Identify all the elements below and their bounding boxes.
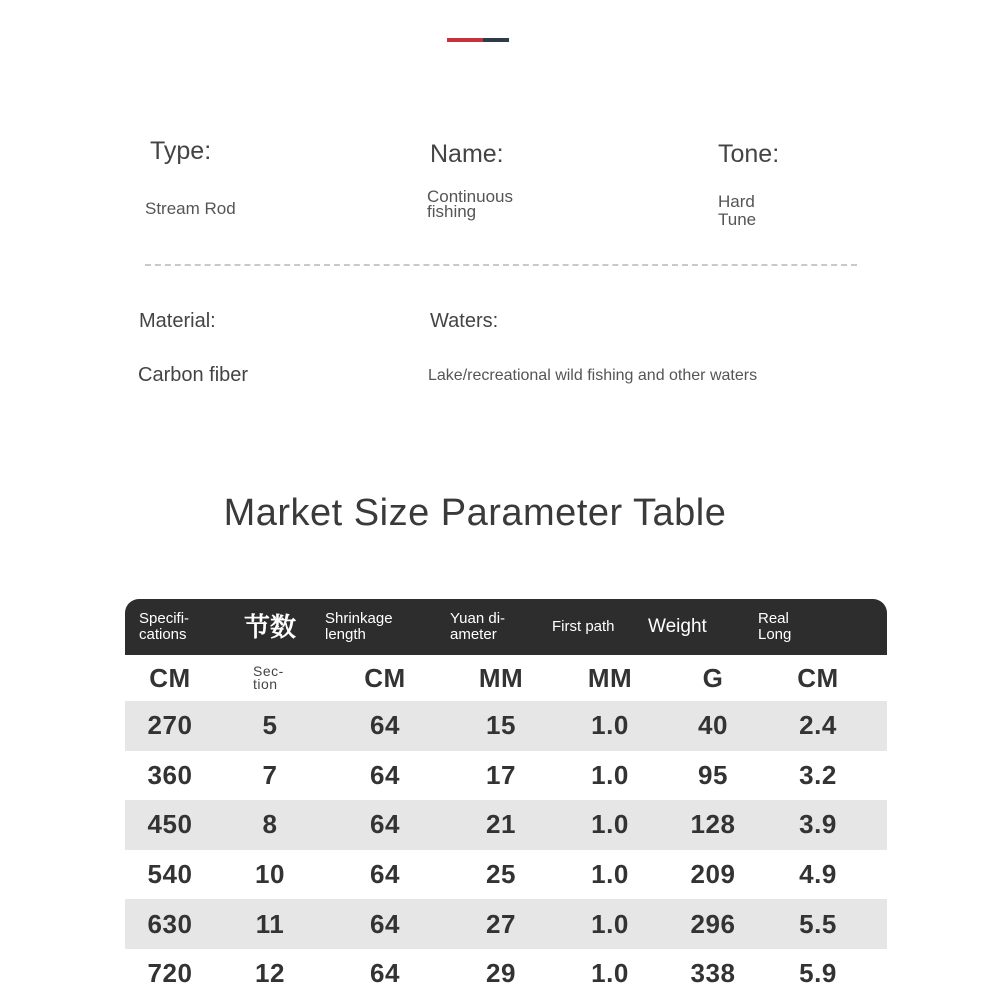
table-cell: 64 (370, 710, 400, 741)
table-cell: 3.9 (799, 809, 837, 840)
table-cell: 1.0 (591, 958, 629, 989)
header-sections: 节数 (243, 612, 296, 642)
table-cell: 1.0 (591, 759, 629, 790)
table-cell: 540 (147, 859, 193, 890)
table-row (125, 899, 887, 949)
table-cell: 17 (486, 759, 516, 790)
unit-cell: MM (587, 662, 633, 693)
table-header (125, 599, 887, 655)
table-cell: 1.0 (591, 809, 629, 840)
header-shrinkage-length: Shrinkage length (325, 610, 393, 643)
table-cell: 270 (147, 710, 193, 741)
table-cell: 360 (147, 759, 193, 790)
table-cell: 2.4 (799, 710, 837, 741)
table-cell: 720 (147, 958, 193, 989)
table-cell: 1.0 (591, 908, 629, 939)
accent-bar (447, 38, 509, 42)
table-cell: 10 (255, 859, 285, 890)
table-row (125, 850, 887, 900)
table-cell: 64 (370, 908, 400, 939)
table-cell: 5 (262, 710, 278, 741)
table-cell: 11 (255, 908, 285, 939)
table-cell: 7 (262, 759, 278, 790)
table-cell: 128 (690, 809, 736, 840)
header-specifications: Specifi- cations (139, 610, 190, 643)
unit-cell: CM (149, 662, 191, 693)
table-cell: 64 (370, 859, 400, 890)
table-title: Market Size Parameter Table (223, 492, 727, 534)
table-cell: 40 (698, 710, 728, 741)
table-row (125, 701, 887, 751)
header-yuan-diameter: Yuan di- ameter (450, 610, 506, 643)
table-row (125, 751, 887, 801)
waters-value: Lake/recreational wild fishing and other waters (428, 367, 758, 384)
table-cell: 15 (486, 710, 516, 741)
table-cell: 450 (147, 809, 193, 840)
name-value-line2: fishing (427, 202, 477, 221)
table-cell: 3.2 (799, 759, 837, 790)
table-cell: 95 (698, 759, 728, 790)
table-cell: 5.5 (799, 908, 837, 939)
table-cell: 21 (486, 809, 516, 840)
accent-bar-red (447, 38, 483, 42)
table-cell: 209 (690, 859, 736, 890)
dashed-divider (145, 264, 857, 266)
header-real-long: Real Long (758, 610, 792, 643)
material-value: Carbon fiber (138, 364, 249, 386)
table-row (125, 800, 887, 850)
name-value-line1: Continuous (427, 187, 514, 206)
parameter-table (125, 599, 887, 999)
type-value: Stream Rod (145, 199, 236, 218)
unit-cell-sections: Sec- tion (253, 663, 284, 692)
table-cell: 630 (147, 908, 193, 939)
material-label: Material: (139, 310, 216, 332)
name-label: Name: (430, 140, 504, 168)
table-cell: 27 (486, 908, 516, 939)
unit-cell: CM (797, 662, 839, 693)
table-cell: 5.9 (799, 958, 837, 989)
type-label: Type: (150, 137, 212, 165)
table-cell: 1.0 (591, 859, 629, 890)
table-cell: 296 (690, 908, 736, 939)
tone-value-line1: Hard (718, 192, 755, 211)
table-cell: 4.9 (799, 859, 837, 890)
header-first-path: First path (552, 618, 615, 635)
unit-cell: MM (478, 662, 524, 693)
table-body (125, 701, 887, 999)
table-cell: 64 (370, 759, 400, 790)
table-cell: 29 (486, 958, 516, 989)
table-cell: 1.0 (591, 710, 629, 741)
table-cell: 338 (690, 958, 736, 989)
header-weight: Weight (648, 616, 707, 637)
table-cell: 64 (370, 958, 400, 989)
unit-cell: G (702, 662, 724, 693)
table-cell: 25 (486, 859, 516, 890)
accent-bar-dark (483, 38, 509, 42)
table-cell: 64 (370, 809, 400, 840)
table-cell: 12 (255, 958, 285, 989)
tone-label: Tone: (718, 140, 780, 168)
waters-label: Waters: (430, 310, 499, 332)
units-row (125, 655, 887, 701)
unit-cell: CM (364, 662, 406, 693)
table-row (125, 949, 887, 999)
table-cell: 8 (262, 809, 278, 840)
tone-value-line2: Tune (718, 210, 757, 229)
